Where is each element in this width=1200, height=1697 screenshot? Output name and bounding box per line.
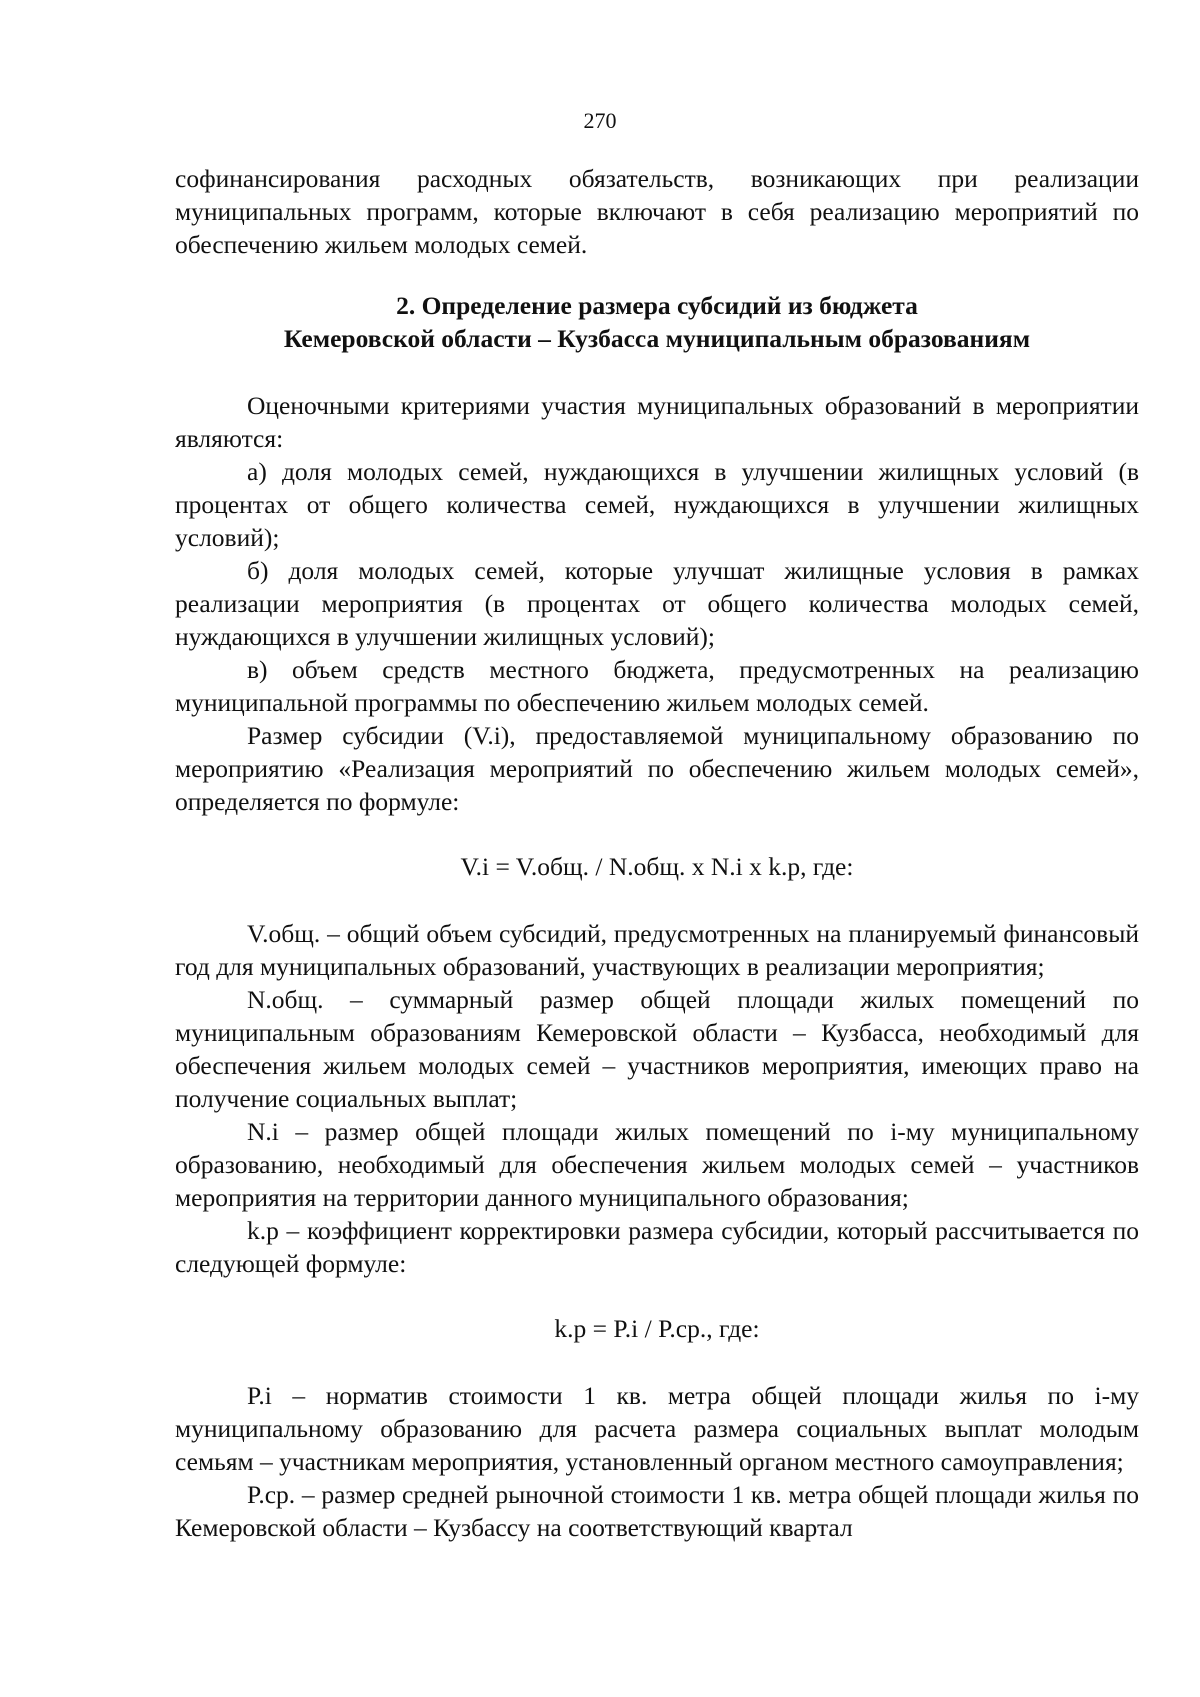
n-total-definition: N.общ. – суммарный размер общей площади жилых помещений по муниципальным образованиям Кемеровской области – Кузбасса, необходимый для обеспечения жильем молодых семей – участников мероприятия, имеющих право на получение социальных выплат;	[175, 985, 1139, 1113]
criterion-c-paragraph: в) объем средств местного бюджета, предусмотренных на реализацию муниципальной программы по обеспечению жильем молодых семей.	[175, 655, 1139, 717]
section-heading	[175, 289, 1139, 355]
page-number: 270	[583, 108, 617, 133]
coefficient-formula: k.p = P.i / P.ср., где:	[554, 1314, 760, 1343]
subsidy-size-paragraph: Размер субсидии (V.i), предоставляемой муниципальному образованию по мероприятию «Реализация мероприятий по обеспечению жильем молодых семей», определяется по формуле:	[175, 721, 1139, 816]
criterion-b-paragraph: б) доля молодых семей, которые улучшат жилищные условия в рамках реализации мероприятия (в процентах от общего количества молодых семей, нуждающихся в улучшении жилищных условий);	[175, 556, 1139, 651]
criterion-a-paragraph: а) доля молодых семей, нуждающихся в улучшении жилищных условий (в процентах от общего количества семей, нуждающихся в улучшении жилищных условий);	[175, 457, 1139, 552]
section-heading-line-1: 2. Определение размера субсидий из бюджета	[396, 291, 918, 320]
subsidy-formula: V.i = V.общ. / N.общ. x N.i x k.p, где:	[460, 852, 854, 881]
k-p-definition: k.p – коэффициент корректировки размера субсидии, который рассчитывается по следующей формуле:	[175, 1216, 1139, 1278]
intro-paragraph: софинансирования расходных обязательств, возникающих при реализации муниципальных программ, которые включают в себя реализацию мероприятий по обеспечению жильем молодых семей.	[175, 164, 1139, 259]
criteria-intro-paragraph: Оценочными критериями участия муниципальных образований в мероприятии являются:	[175, 391, 1139, 453]
p-avg-definition: P.ср. – размер средней рыночной стоимости 1 кв. метра общей площади жилья по Кемеровской области – Кузбассу на соответствующий квартал	[175, 1480, 1139, 1542]
section-heading-line-2: Кемеровской области – Кузбасса муниципальным образованиям	[283, 324, 1031, 353]
p-i-definition: P.i – норматив стоимости 1 кв. метра общей площади жилья по i-му муниципальному образованию для расчета размера социальных выплат молодым семьям – участникам мероприятия, установленный органом местного самоуправления;	[175, 1381, 1139, 1476]
document-body	[175, 162, 1139, 1544]
v-total-definition: V.общ. – общий объем субсидий, предусмотренных на планируемый финансовый год для муниципальных образований, участвующих в реализации мероприятия;	[175, 919, 1139, 981]
n-i-definition: N.i – размер общей площади жилых помещений по i-му муниципальному образованию, необходимый для обеспечения жильем молодых семей – участников мероприятия на территории данного муниципального образования;	[175, 1117, 1139, 1212]
